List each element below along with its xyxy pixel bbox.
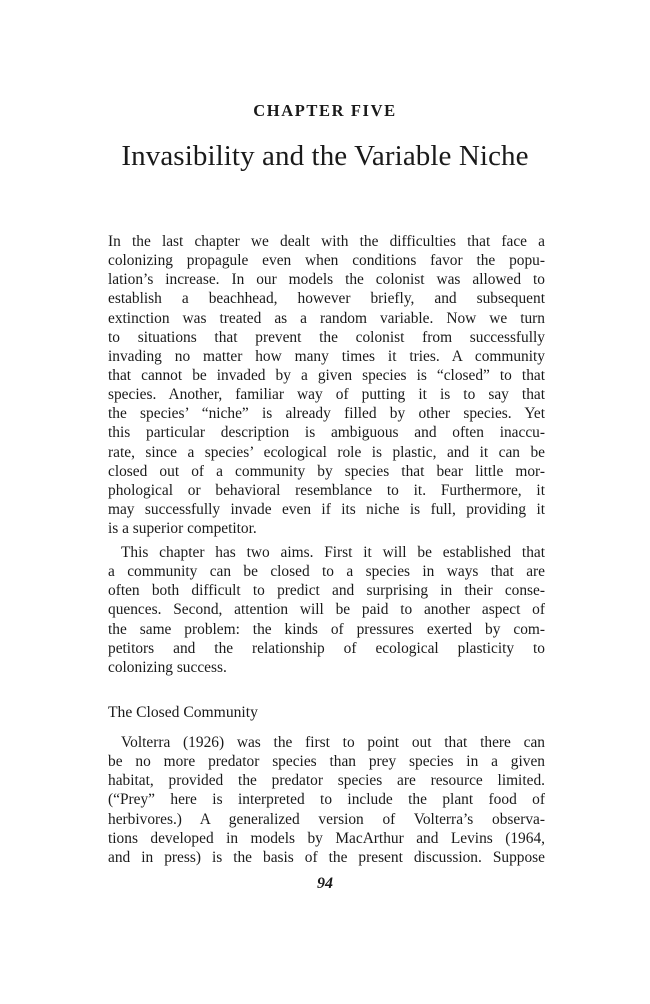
text-line: petitors and the relationship of ecological plasticity to	[108, 639, 545, 657]
text-line: habitat, provided the predator species are resource limited.	[108, 772, 545, 790]
text-line: establish a beachhead, however briefly, and subsequent	[108, 290, 545, 308]
text-line: herbivores.) A generalized version of Volterra’s observa-	[108, 810, 545, 828]
text-line: the species’ “niche” is already filled by other species. Yet	[108, 405, 545, 423]
page-number: 94	[317, 875, 333, 892]
text-line: This chapter has two aims. First it will be established that	[121, 544, 545, 561]
chapter-title: Invasibility and the Variable Niche	[121, 140, 529, 172]
text-line: closed out of a community by species that bear little mor-	[108, 462, 545, 480]
text-line: this particular description is ambiguous and often inaccu-	[108, 424, 545, 442]
text-line: often both difficult to predict and surprising in their conse-	[108, 582, 545, 600]
text-line: invading no matter how many times it tries. A community	[108, 347, 545, 365]
text-line: a community can be closed to a species in ways that are	[108, 563, 545, 581]
text-line: is a superior competitor.	[108, 520, 257, 538]
text-line: be no more predator species than prey species in a given	[108, 753, 545, 771]
paragraph-aims	[108, 543, 545, 677]
text-line: colonizing propagule even when conditions favor the popu-	[108, 252, 545, 270]
section-heading: The Closed Community	[108, 704, 258, 721]
text-line: In the last chapter we dealt with the difficulties that face a	[108, 233, 545, 250]
text-line: lation’s increase. In our models the colonist was allowed to	[108, 271, 545, 289]
text-line: the same problem: the kinds of pressures exerted by com-	[108, 620, 545, 638]
paragraph-intro	[108, 232, 545, 538]
chapter-label: CHAPTER FIVE	[253, 101, 397, 120]
paragraph-volterra	[108, 733, 545, 867]
text-line: Volterra (1926) was the first to point out that there can	[121, 734, 545, 751]
text-line: tions developed in models by MacArthur and Levins (1964,	[108, 829, 545, 847]
text-line: species. Another, familiar way of putting it is to say that	[108, 386, 545, 404]
text-line: and in press) is the basis of the present discussion. Suppose	[108, 848, 545, 866]
text-line: phological or behavioral resemblance to it. Furthermore, it	[108, 481, 545, 499]
text-line: quences. Second, attention will be paid to another aspect of	[108, 601, 545, 619]
text-line: colonizing success.	[108, 658, 227, 676]
text-line: to situations that prevent the colonist from successfully	[108, 328, 545, 346]
text-line: (“Prey” here is interpreted to include the plant food of	[108, 791, 545, 809]
text-line: rate, since a species’ ecological role is plastic, and it can be	[108, 443, 545, 461]
text-line: that cannot be invaded by a given species is “closed” to that	[108, 366, 545, 384]
text-line: may successfully invade even if its niche is full, providing it	[108, 500, 545, 518]
text-line: extinction was treated as a random variable. Now we turn	[108, 309, 545, 327]
